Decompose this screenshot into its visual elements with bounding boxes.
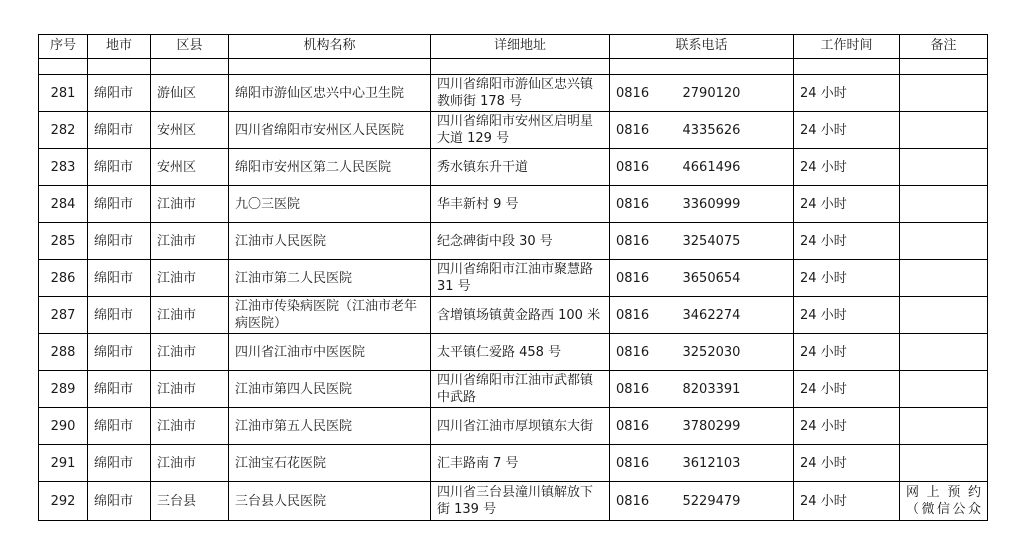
cell-hours: 24 小时: [794, 186, 900, 223]
cell-address: 华丰新村 9 号: [431, 186, 610, 223]
header-note: 备注: [900, 35, 988, 59]
table-row: [39, 297, 988, 334]
cell-area-code: 0816: [610, 223, 677, 260]
cell-district: 江油市: [151, 260, 229, 297]
cell-seq: 281: [39, 75, 88, 112]
table-row: [39, 149, 988, 186]
cell-phone-number: 3612103: [677, 445, 794, 482]
cell-address: 四川省绵阳市江油市武都镇中武路: [431, 371, 610, 408]
cell-district: 江油市: [151, 371, 229, 408]
cell-address: 四川省江油市厚坝镇东大街: [431, 408, 610, 445]
cell-seq: 290: [39, 408, 88, 445]
cell-city: 绵阳市: [88, 75, 151, 112]
cell-city: 绵阳市: [88, 186, 151, 223]
cell-note: [900, 260, 988, 297]
cell-district: 江油市: [151, 408, 229, 445]
cell-address: 含增镇场镇黄金路西 100 米: [431, 297, 610, 334]
cell-note: [900, 297, 988, 334]
cell-hours: 24 小时: [794, 408, 900, 445]
cell-seq: 285: [39, 223, 88, 260]
header-row: [39, 35, 988, 59]
cell-district: 江油市: [151, 297, 229, 334]
cell-name: 九〇三医院: [229, 186, 431, 223]
cell-hours: 24 小时: [794, 334, 900, 371]
cell-address: 四川省绵阳市游仙区忠兴镇教师街 178 号: [431, 75, 610, 112]
cell-city: 绵阳市: [88, 408, 151, 445]
cell-note: 网上预约（微信公众: [900, 482, 988, 521]
cell-note: [900, 149, 988, 186]
cell-name: 江油市传染病医院（江油市老年病医院）: [229, 297, 431, 334]
table-body: [39, 75, 988, 521]
cell-district: 安州区: [151, 149, 229, 186]
cell-hours: 24 小时: [794, 260, 900, 297]
cell-seq: 283: [39, 149, 88, 186]
cell-hours: 24 小时: [794, 112, 900, 149]
cell-area-code: 0816: [610, 482, 677, 521]
cell-address: 四川省绵阳市安州区启明星大道 129 号: [431, 112, 610, 149]
header-address: 详细地址: [431, 35, 610, 59]
table-row: [39, 223, 988, 260]
cell-city: 绵阳市: [88, 223, 151, 260]
cell-phone-number: 3252030: [677, 334, 794, 371]
cell-city: 绵阳市: [88, 482, 151, 521]
cell-note: [900, 112, 988, 149]
cell-city: 绵阳市: [88, 112, 151, 149]
cell-phone-number: 3462274: [677, 297, 794, 334]
cell-name: 江油市第二人民医院: [229, 260, 431, 297]
cell-seq: 282: [39, 112, 88, 149]
cell-area-code: 0816: [610, 371, 677, 408]
table-row: [39, 482, 988, 521]
cell-address: 汇丰路南 7 号: [431, 445, 610, 482]
cell-name: 三台县人民医院: [229, 482, 431, 521]
cell-city: 绵阳市: [88, 445, 151, 482]
table-row: [39, 260, 988, 297]
table-row: [39, 408, 988, 445]
cell-seq: 287: [39, 297, 88, 334]
cell-seq: 289: [39, 371, 88, 408]
cell-hours: 24 小时: [794, 149, 900, 186]
cell-area-code: 0816: [610, 75, 677, 112]
cell-note: [900, 445, 988, 482]
table-row: [39, 75, 988, 112]
header-spacer-row: [39, 59, 988, 75]
cell-phone-number: 3780299: [677, 408, 794, 445]
cell-address: 四川省绵阳市江油市聚慧路 31 号: [431, 260, 610, 297]
cell-city: 绵阳市: [88, 260, 151, 297]
cell-area-code: 0816: [610, 186, 677, 223]
table-row: [39, 112, 988, 149]
cell-address: 太平镇仁爱路 458 号: [431, 334, 610, 371]
header-city: 地市: [88, 35, 151, 59]
cell-name: 江油宝石花医院: [229, 445, 431, 482]
cell-area-code: 0816: [610, 112, 677, 149]
cell-phone-number: 8203391: [677, 371, 794, 408]
table-row: [39, 334, 988, 371]
cell-name: 四川省江油市中医医院: [229, 334, 431, 371]
cell-note: [900, 223, 988, 260]
cell-area-code: 0816: [610, 445, 677, 482]
cell-district: 游仙区: [151, 75, 229, 112]
cell-district: 江油市: [151, 223, 229, 260]
header-phone: 联系电话: [610, 35, 794, 59]
cell-name: 江油市第四人民医院: [229, 371, 431, 408]
cell-phone-number: 5229479: [677, 482, 794, 521]
cell-hours: 24 小时: [794, 297, 900, 334]
cell-phone-number: 2790120: [677, 75, 794, 112]
cell-note: [900, 75, 988, 112]
cell-hours: 24 小时: [794, 371, 900, 408]
cell-area-code: 0816: [610, 334, 677, 371]
cell-district: 江油市: [151, 445, 229, 482]
cell-name: 江油市人民医院: [229, 223, 431, 260]
cell-phone-number: 4335626: [677, 112, 794, 149]
cell-name: 绵阳市游仙区忠兴中心卫生院: [229, 75, 431, 112]
cell-area-code: 0816: [610, 260, 677, 297]
cell-phone-number: 3650654: [677, 260, 794, 297]
table-row: [39, 371, 988, 408]
cell-seq: 288: [39, 334, 88, 371]
cell-area-code: 0816: [610, 297, 677, 334]
header-seq: 序号: [39, 35, 88, 59]
cell-city: 绵阳市: [88, 334, 151, 371]
cell-seq: 284: [39, 186, 88, 223]
cell-city: 绵阳市: [88, 149, 151, 186]
table-row: [39, 445, 988, 482]
cell-hours: 24 小时: [794, 75, 900, 112]
table-header: [39, 35, 988, 75]
cell-seq: 292: [39, 482, 88, 521]
cell-city: 绵阳市: [88, 297, 151, 334]
cell-name: 江油市第五人民医院: [229, 408, 431, 445]
cell-note: [900, 371, 988, 408]
cell-district: 江油市: [151, 186, 229, 223]
cell-hours: 24 小时: [794, 445, 900, 482]
header-name: 机构名称: [229, 35, 431, 59]
header-hours: 工作时间: [794, 35, 900, 59]
cell-note: [900, 408, 988, 445]
cell-phone-number: 4661496: [677, 149, 794, 186]
cell-phone-number: 3360999: [677, 186, 794, 223]
cell-hours: 24 小时: [794, 223, 900, 260]
cell-area-code: 0816: [610, 149, 677, 186]
cell-seq: 291: [39, 445, 88, 482]
cell-area-code: 0816: [610, 408, 677, 445]
hospital-table: [38, 34, 988, 521]
cell-address: 秀水镇东升干道: [431, 149, 610, 186]
cell-name: 四川省绵阳市安州区人民医院: [229, 112, 431, 149]
cell-name: 绵阳市安州区第二人民医院: [229, 149, 431, 186]
cell-seq: 286: [39, 260, 88, 297]
cell-note: [900, 334, 988, 371]
cell-hours: 24 小时: [794, 482, 900, 521]
cell-city: 绵阳市: [88, 371, 151, 408]
cell-district: 江油市: [151, 334, 229, 371]
cell-phone-number: 3254075: [677, 223, 794, 260]
cell-note: [900, 186, 988, 223]
cell-address: 纪念碑街中段 30 号: [431, 223, 610, 260]
table-row: [39, 186, 988, 223]
cell-district: 安州区: [151, 112, 229, 149]
cell-district: 三台县: [151, 482, 229, 521]
cell-address: 四川省三台县潼川镇解放下街 139 号: [431, 482, 610, 521]
header-district: 区县: [151, 35, 229, 59]
